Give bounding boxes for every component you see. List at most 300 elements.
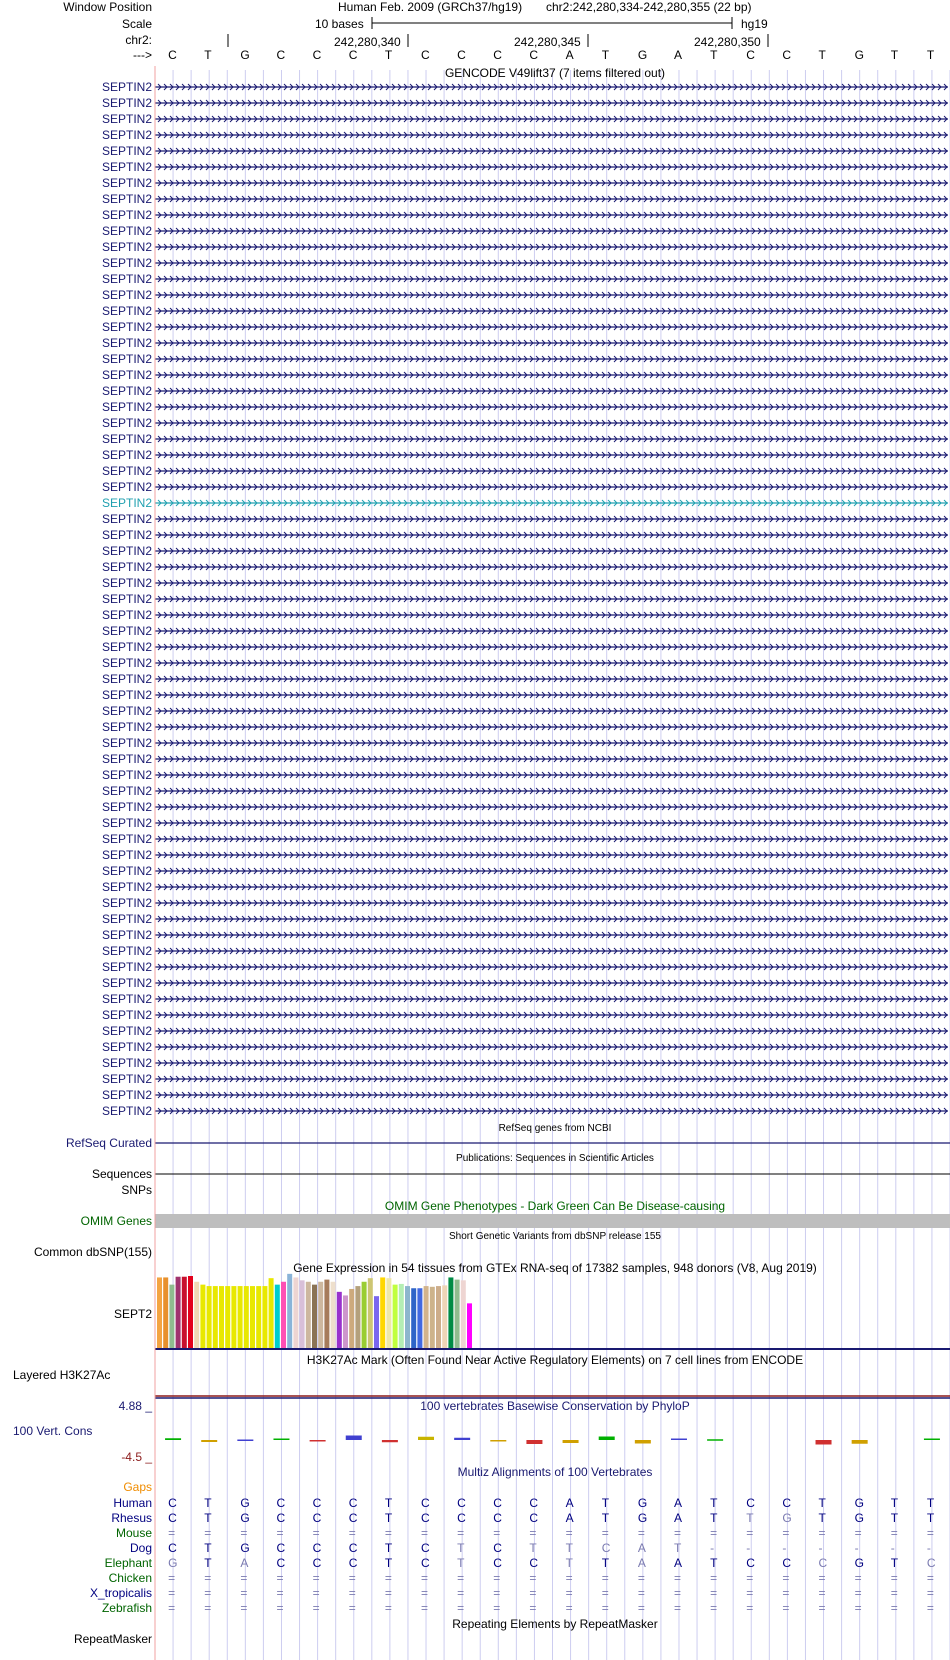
gtex-gene-label[interactable]: SEPT2 bbox=[113, 1307, 152, 1321]
gencode-transcript-label[interactable]: SEPTIN2 bbox=[101, 480, 152, 494]
phylop-base-mark bbox=[852, 1440, 868, 1444]
gtex-tissue-bar bbox=[312, 1285, 317, 1348]
multiz-species-label[interactable]: Human bbox=[113, 1496, 152, 1510]
multiz-base: C bbox=[276, 1511, 286, 1525]
multiz-base: T bbox=[601, 1556, 610, 1570]
gtex-tissue-bar bbox=[219, 1286, 224, 1348]
multiz-base: = bbox=[601, 1571, 609, 1585]
multiz-base: G bbox=[854, 1556, 864, 1570]
multiz-species-label[interactable]: Rhesus bbox=[111, 1511, 152, 1525]
gtex-tissue-bar bbox=[318, 1282, 323, 1348]
multiz-base: = bbox=[421, 1571, 429, 1585]
multiz-base: G bbox=[168, 1556, 178, 1570]
gencode-transcript-label[interactable]: SEPTIN2 bbox=[101, 944, 152, 958]
multiz-base: = bbox=[926, 1526, 934, 1540]
gencode-transcript-label[interactable]: SEPTIN2 bbox=[101, 880, 152, 894]
rmsk-track-title[interactable]: Repeating Elements by RepeatMasker bbox=[452, 1617, 658, 1631]
gencode-transcript-label[interactable]: SEPTIN2 bbox=[101, 800, 152, 814]
multiz-base: = bbox=[529, 1571, 537, 1585]
multiz-base: = bbox=[312, 1571, 320, 1585]
gencode-transcript-label[interactable]: SEPTIN2 bbox=[101, 80, 152, 94]
multiz-base: = bbox=[421, 1586, 429, 1600]
multiz-base: C bbox=[312, 1511, 322, 1525]
multiz-base: A bbox=[637, 1556, 646, 1570]
multiz-base: T bbox=[818, 1496, 826, 1510]
phylop-base-mark bbox=[490, 1440, 506, 1442]
gencode-transcript-label[interactable]: SEPTIN2 bbox=[101, 816, 152, 830]
gtex-tissue-bar bbox=[417, 1288, 422, 1348]
multiz-base: C bbox=[601, 1541, 611, 1555]
gencode-transcript-label[interactable]: SEPTIN2 bbox=[101, 464, 152, 478]
base-letter: T bbox=[204, 48, 212, 62]
phylop-base-mark bbox=[707, 1439, 723, 1441]
multiz-base: = bbox=[710, 1526, 718, 1540]
multiz-base: = bbox=[168, 1526, 176, 1540]
phylop-min-label: -4.5 _ bbox=[121, 1450, 152, 1464]
multiz-base: G bbox=[782, 1511, 792, 1525]
gencode-transcript-label[interactable]: SEPTIN2 bbox=[101, 336, 152, 350]
multiz-base: T bbox=[204, 1541, 212, 1555]
multiz-base: = bbox=[240, 1586, 248, 1600]
base-letter: C bbox=[493, 48, 502, 62]
h3k27ac-track-title[interactable]: H3K27Ac Mark (Often Found Near Active Regulatory Elements) on 7 cell lines from ENCODE bbox=[306, 1353, 804, 1367]
gaps-label: Gaps bbox=[123, 1480, 152, 1494]
multiz-base: = bbox=[637, 1601, 645, 1615]
gencode-transcript-label[interactable]: SEPTIN2 bbox=[101, 416, 152, 430]
gtex-tissue-bar bbox=[269, 1278, 274, 1348]
multiz-base: = bbox=[601, 1526, 609, 1540]
gtex-tissue-bar bbox=[405, 1286, 410, 1348]
multiz-base: T bbox=[204, 1496, 212, 1510]
h3k27ac-track-label[interactable]: Layered H3K27Ac bbox=[13, 1368, 111, 1382]
multiz-base: = bbox=[926, 1571, 934, 1585]
multiz-base: C bbox=[312, 1496, 322, 1510]
gtex-tissue-bar bbox=[225, 1286, 230, 1348]
multiz-base: = bbox=[710, 1586, 718, 1600]
gtex-tissue-bar bbox=[194, 1282, 199, 1348]
multiz-base: T bbox=[204, 1511, 212, 1525]
gencode-transcript-label[interactable]: SEPTIN2 bbox=[101, 1072, 152, 1086]
gencode-transcript-label[interactable]: SEPTIN2 bbox=[101, 704, 152, 718]
multiz-base: = bbox=[890, 1526, 898, 1540]
phylop-base-mark bbox=[563, 1440, 579, 1443]
tick-label: 242,280,350 bbox=[694, 35, 761, 49]
phylop-base-mark bbox=[671, 1439, 687, 1441]
base-letter: G bbox=[240, 48, 250, 62]
multiz-base: = bbox=[348, 1586, 356, 1600]
gencode-transcript-label[interactable]: SEPTIN2 bbox=[101, 352, 152, 366]
gtex-tissue-bar bbox=[207, 1286, 212, 1348]
gencode-transcript-label[interactable]: SEPTIN2 bbox=[101, 1008, 152, 1022]
multiz-base: = bbox=[926, 1586, 934, 1600]
multiz-base: T bbox=[565, 1556, 573, 1570]
gtex-tissue-bar bbox=[448, 1277, 453, 1348]
gtex-track-title[interactable]: Gene Expression in 54 tissues from GTEx RNA-seq of 17382 samples, 948 donors (V8, Aug 2019) bbox=[293, 1261, 817, 1275]
multiz-base: = bbox=[168, 1571, 176, 1585]
gencode-transcript-label[interactable]: SEPTIN2 bbox=[101, 1040, 152, 1054]
gencode-transcript-label[interactable]: SEPTIN2 bbox=[101, 784, 152, 798]
multiz-base: T bbox=[890, 1511, 899, 1525]
multiz-base: = bbox=[457, 1586, 465, 1600]
multiz-base: = bbox=[673, 1601, 681, 1615]
gencode-transcript-label[interactable]: SEPTIN2 bbox=[101, 1024, 152, 1038]
multiz-base: = bbox=[240, 1601, 248, 1615]
gencode-transcript-label[interactable]: SEPTIN2 bbox=[101, 96, 152, 110]
multiz-base: = bbox=[746, 1586, 754, 1600]
multiz-base: C bbox=[168, 1511, 177, 1525]
multiz-base: = bbox=[384, 1526, 392, 1540]
multiz-base: C bbox=[276, 1496, 286, 1510]
base-letter: C bbox=[746, 48, 755, 62]
multiz-base: = bbox=[854, 1526, 862, 1540]
multiz-base: T bbox=[529, 1541, 537, 1555]
gencode-transcript-label[interactable]: SEPTIN2 bbox=[101, 992, 152, 1006]
multiz-base: = bbox=[782, 1571, 790, 1585]
multiz-base: C bbox=[493, 1556, 502, 1570]
gencode-transcript-label[interactable]: SEPTIN2 bbox=[101, 720, 152, 734]
multiz-base: T bbox=[890, 1496, 899, 1510]
multiz-base: G bbox=[240, 1511, 250, 1525]
multiz-base: = bbox=[673, 1586, 681, 1600]
multiz-base: = bbox=[565, 1571, 573, 1585]
gtex-tissue-bar bbox=[399, 1284, 404, 1348]
gencode-transcript-label[interactable]: SEPTIN2 bbox=[101, 208, 152, 222]
multiz-base: C bbox=[168, 1496, 177, 1510]
multiz-base: T bbox=[384, 1556, 393, 1570]
multiz-base: C bbox=[312, 1541, 322, 1555]
gtex-tissue-bar bbox=[213, 1286, 218, 1348]
gencode-transcript-label[interactable]: SEPTIN2 bbox=[101, 560, 152, 574]
base-letter: C bbox=[276, 48, 286, 62]
position-range[interactable]: chr2:242,280,334-242,280,355 (22 bp) bbox=[546, 0, 752, 14]
multiz-base: C bbox=[348, 1511, 358, 1525]
pubs-track-title[interactable]: Publications: Sequences in Scientific Articles bbox=[456, 1153, 654, 1164]
multiz-base: G bbox=[854, 1511, 864, 1525]
multiz-base: = bbox=[782, 1601, 790, 1615]
gtex-tissue-bar bbox=[393, 1285, 398, 1348]
base-letter: C bbox=[421, 48, 430, 62]
multiz-base: = bbox=[312, 1526, 320, 1540]
gtex-tissue-bar bbox=[300, 1280, 305, 1348]
multiz-base: C bbox=[312, 1556, 322, 1570]
gtex-tissue-bar bbox=[176, 1277, 181, 1348]
multiz-base: C bbox=[782, 1556, 792, 1570]
base-letter: C bbox=[782, 48, 792, 62]
multiz-base: C bbox=[348, 1556, 358, 1570]
gtex-tissue-bar bbox=[169, 1285, 174, 1348]
multiz-base: G bbox=[240, 1541, 250, 1555]
db-name: hg19 bbox=[741, 17, 768, 31]
gencode-transcript-label[interactable]: SEPTIN2 bbox=[101, 736, 152, 750]
tick-label: 242,280,345 bbox=[514, 35, 581, 49]
multiz-base: = bbox=[673, 1526, 681, 1540]
multiz-base: T bbox=[890, 1556, 899, 1570]
multiz-base: = bbox=[746, 1571, 754, 1585]
scale-bases: 10 bases bbox=[315, 17, 364, 31]
multiz-base: G bbox=[637, 1496, 648, 1510]
gtex-tissue-bar bbox=[455, 1280, 460, 1348]
gtex-tissue-bar bbox=[293, 1277, 298, 1348]
gtex-tissue-bar bbox=[411, 1288, 416, 1348]
multiz-base: = bbox=[565, 1601, 573, 1615]
multiz-base: = bbox=[384, 1601, 392, 1615]
multiz-base: = bbox=[890, 1601, 898, 1615]
gencode-transcript-label[interactable]: SEPTIN2 bbox=[101, 224, 152, 238]
gencode-transcript-label[interactable]: SEPTIN2 bbox=[101, 176, 152, 190]
multiz-base: = bbox=[637, 1586, 645, 1600]
multiz-species-label[interactable]: Elephant bbox=[104, 1556, 152, 1570]
multiz-base: = bbox=[384, 1586, 392, 1600]
phylop-base-mark bbox=[382, 1440, 398, 1442]
multiz-base: T bbox=[384, 1541, 393, 1555]
gencode-transcript-label[interactable]: SEPTIN2 bbox=[101, 928, 152, 942]
omim-track-title[interactable]: OMIM Gene Phenotypes - Dark Green Can Be Disease-causing bbox=[384, 1199, 726, 1213]
scale-label: Scale bbox=[121, 17, 152, 31]
window-position-label: Window Position bbox=[63, 0, 152, 14]
multiz-base: C bbox=[746, 1496, 755, 1510]
gtex-tissue-bar bbox=[287, 1274, 292, 1348]
gencode-transcript-label[interactable]: SEPTIN2 bbox=[101, 864, 152, 878]
multiz-base: A bbox=[565, 1496, 574, 1510]
multiz-base: = bbox=[601, 1586, 609, 1600]
gencode-transcript-label[interactable]: SEPTIN2 bbox=[101, 288, 152, 302]
gencode-transcript-label[interactable]: SEPTIN2 bbox=[101, 544, 152, 558]
refseq-track-title[interactable]: RefSeq genes from NCBI bbox=[498, 1123, 612, 1134]
phylop-base-mark bbox=[635, 1440, 651, 1444]
rmsk-track-label[interactable]: RepeatMasker bbox=[73, 1632, 152, 1646]
multiz-base: = bbox=[240, 1526, 248, 1540]
gencode-transcript-label[interactable]: SEPTIN2 bbox=[101, 160, 152, 174]
base-letter: C bbox=[168, 48, 177, 62]
phylop-max-label: 4.88 _ bbox=[118, 1399, 152, 1413]
gtex-tissue-bar bbox=[343, 1295, 348, 1348]
gencode-transcript-label[interactable]: SEPTIN2 bbox=[101, 672, 152, 686]
multiz-base: C bbox=[529, 1556, 539, 1570]
multiz-base: - bbox=[926, 1541, 931, 1555]
gencode-transcript-label[interactable]: SEPTIN2 bbox=[101, 400, 152, 414]
multiz-base: C bbox=[421, 1556, 430, 1570]
multiz-base: = bbox=[348, 1526, 356, 1540]
gtex-tissue-bar bbox=[157, 1277, 162, 1348]
multiz-base: C bbox=[457, 1496, 466, 1510]
gtex-tissue-bar bbox=[442, 1285, 447, 1348]
gencode-transcript-label[interactable]: SEPTIN2 bbox=[101, 688, 152, 702]
multiz-base: = bbox=[457, 1571, 465, 1585]
phylop-track-title[interactable]: 100 vertebrates Basewise Conservation by PhyloP bbox=[420, 1399, 690, 1413]
base-letter: C bbox=[312, 48, 322, 62]
gtex-tissue-bar bbox=[349, 1289, 354, 1348]
multiz-base: = bbox=[493, 1526, 501, 1540]
gencode-transcript-label[interactable]: SEPTIN2 bbox=[101, 1088, 152, 1102]
gencode-transcript-label[interactable]: SEPTIN2 bbox=[101, 960, 152, 974]
multiz-base: C bbox=[782, 1496, 792, 1510]
gencode-transcript-label[interactable]: SEPTIN2 bbox=[101, 896, 152, 910]
base-letter: C bbox=[529, 48, 539, 62]
multiz-base: A bbox=[673, 1496, 682, 1510]
gencode-transcript-label[interactable]: SEPTIN2 bbox=[101, 192, 152, 206]
multiz-base: T bbox=[710, 1496, 718, 1510]
gencode-transcript-label[interactable]: SEPTIN2 bbox=[101, 608, 152, 622]
dbsnp-track-label[interactable]: Common dbSNP(155) bbox=[33, 1245, 152, 1259]
multiz-base: = bbox=[276, 1601, 284, 1615]
gencode-transcript-label[interactable]: SEPTIN2 bbox=[101, 848, 152, 862]
multiz-base: = bbox=[710, 1601, 718, 1615]
multiz-base: = bbox=[565, 1526, 573, 1540]
multiz-base: C bbox=[276, 1541, 286, 1555]
phylop-base-mark bbox=[310, 1440, 326, 1442]
gtex-tissue-bar bbox=[275, 1285, 280, 1348]
multiz-base: = bbox=[782, 1526, 790, 1540]
multiz-base: T bbox=[926, 1496, 935, 1510]
gencode-transcript-label[interactable]: SEPTIN2 bbox=[101, 432, 152, 446]
multiz-species-label[interactable]: Mouse bbox=[115, 1526, 152, 1540]
gencode-transcript-label[interactable]: SEPTIN2 bbox=[101, 304, 152, 318]
multiz-species-label[interactable]: Chicken bbox=[108, 1571, 152, 1585]
phylop-base-mark bbox=[165, 1438, 181, 1440]
gencode-transcript-label[interactable]: SEPTIN2 bbox=[101, 320, 152, 334]
phylop-base-mark bbox=[418, 1437, 434, 1440]
multiz-base: = bbox=[168, 1601, 176, 1615]
gtex-tissue-bar bbox=[424, 1286, 429, 1348]
gtex-tissue-bar bbox=[250, 1286, 255, 1348]
phylop-base-mark bbox=[454, 1438, 470, 1440]
multiz-base: G bbox=[854, 1496, 864, 1510]
gencode-transcript-label[interactable]: SEPTIN2 bbox=[101, 576, 152, 590]
gencode-transcript-label[interactable]: SEPTIN2 bbox=[101, 624, 152, 638]
multiz-base: = bbox=[565, 1586, 573, 1600]
phylop-track-label[interactable]: 100 Vert. Cons bbox=[13, 1424, 93, 1438]
multiz-base: = bbox=[276, 1526, 284, 1540]
multiz-base: = bbox=[890, 1586, 898, 1600]
gencode-transcript-label[interactable]: SEPTIN2 bbox=[101, 1056, 152, 1070]
gencode-transcript-label[interactable]: SEPTIN2 bbox=[101, 1104, 152, 1118]
multiz-base: C bbox=[746, 1556, 755, 1570]
multiz-base: - bbox=[710, 1541, 715, 1555]
gencode-transcript-label[interactable]: SEPTIN2 bbox=[101, 496, 152, 510]
multiz-base: G bbox=[240, 1496, 250, 1510]
gencode-transcript-label[interactable]: SEPTIN2 bbox=[101, 112, 152, 126]
gencode-transcript-label[interactable]: SEPTIN2 bbox=[101, 752, 152, 766]
gtex-tissue-bar bbox=[182, 1277, 187, 1348]
gtex-tissue-bar bbox=[436, 1286, 441, 1348]
gencode-transcript-label[interactable]: SEPTIN2 bbox=[101, 768, 152, 782]
multiz-base: = bbox=[421, 1601, 429, 1615]
multiz-base: = bbox=[601, 1601, 609, 1615]
gencode-transcript-label[interactable]: SEPTIN2 bbox=[101, 528, 152, 542]
gencode-transcript-label[interactable]: SEPTIN2 bbox=[101, 592, 152, 606]
gtex-tissue-bar bbox=[324, 1280, 329, 1348]
multiz-base: T bbox=[926, 1511, 935, 1525]
refseq-track-label[interactable]: RefSeq Curated bbox=[65, 1136, 152, 1150]
pubs-track-label[interactable]: Sequences bbox=[91, 1167, 152, 1181]
phylop-base-mark bbox=[273, 1439, 289, 1441]
multiz-base: C bbox=[529, 1511, 539, 1525]
gtex-tissue-bar bbox=[386, 1278, 391, 1348]
gencode-transcript-label[interactable]: SEPTIN2 bbox=[101, 272, 152, 286]
gencode-transcript-label[interactable]: SEPTIN2 bbox=[101, 128, 152, 142]
multiz-base: C bbox=[818, 1556, 828, 1570]
multiz-base: = bbox=[457, 1601, 465, 1615]
phylop-base-mark bbox=[201, 1440, 217, 1442]
multiz-base: = bbox=[926, 1601, 934, 1615]
multiz-species-label[interactable]: Zebrafish bbox=[101, 1601, 152, 1615]
multiz-species-label[interactable]: Dog bbox=[129, 1541, 152, 1555]
phylop-base-mark bbox=[526, 1440, 542, 1444]
gencode-transcript-label[interactable]: SEPTIN2 bbox=[101, 640, 152, 654]
base-letter: T bbox=[818, 48, 826, 62]
multiz-base: T bbox=[457, 1541, 465, 1555]
gencode-transcript-label[interactable]: SEPTIN2 bbox=[101, 256, 152, 270]
gtex-tissue-bar bbox=[306, 1282, 311, 1348]
phylop-base-mark bbox=[816, 1440, 832, 1445]
multiz-base: T bbox=[565, 1541, 573, 1555]
multiz-base: C bbox=[493, 1541, 502, 1555]
tick-label: 242,280,340 bbox=[334, 35, 401, 49]
gencode-transcript-label[interactable]: SEPTIN2 bbox=[101, 976, 152, 990]
multiz-base: = bbox=[782, 1586, 790, 1600]
multiz-base: = bbox=[348, 1601, 356, 1615]
multiz-base: = bbox=[818, 1601, 826, 1615]
multiz-base: = bbox=[854, 1571, 862, 1585]
gtex-tissue-bar bbox=[380, 1277, 385, 1348]
multiz-base: C bbox=[493, 1511, 502, 1525]
gencode-transcript-label[interactable]: SEPTIN2 bbox=[101, 512, 152, 526]
multiz-base: C bbox=[421, 1541, 430, 1555]
strand-label: ---> bbox=[133, 48, 152, 62]
gencode-transcript-label[interactable]: SEPTIN2 bbox=[101, 144, 152, 158]
multiz-base: = bbox=[240, 1571, 248, 1585]
gtex-tissue-bar bbox=[467, 1303, 472, 1348]
multiz-base: = bbox=[854, 1586, 862, 1600]
multiz-base: C bbox=[276, 1556, 286, 1570]
multiz-base: T bbox=[601, 1496, 610, 1510]
multiz-base: = bbox=[493, 1601, 501, 1615]
chrom-label: chr2: bbox=[125, 33, 152, 47]
gtex-tissue-bar bbox=[163, 1277, 168, 1348]
base-letter: A bbox=[673, 48, 682, 62]
dbsnp-track-title[interactable]: Short Genetic Variants from dbSNP release 155 bbox=[449, 1231, 661, 1242]
gencode-transcript-label[interactable]: SEPTIN2 bbox=[101, 448, 152, 462]
multiz-base: - bbox=[818, 1541, 823, 1555]
multiz-base: A bbox=[637, 1541, 646, 1555]
gencode-transcript-label[interactable]: SEPTIN2 bbox=[101, 240, 152, 254]
multiz-base: = bbox=[384, 1571, 392, 1585]
gencode-track-title[interactable]: GENCODE V49lift37 (7 items filtered out) bbox=[444, 66, 666, 80]
multiz-base: C bbox=[421, 1511, 430, 1525]
omim-track-label[interactable]: OMIM Genes bbox=[80, 1214, 152, 1228]
multiz-species-label[interactable]: X_tropicalis bbox=[89, 1586, 152, 1600]
multiz-base: T bbox=[601, 1511, 610, 1525]
base-letter: G bbox=[854, 48, 864, 62]
gencode-transcript-label[interactable]: SEPTIN2 bbox=[101, 368, 152, 382]
gencode-transcript-label[interactable]: SEPTIN2 bbox=[101, 656, 152, 670]
multiz-base: C bbox=[348, 1496, 358, 1510]
multiz-base: = bbox=[854, 1601, 862, 1615]
gencode-transcript-label[interactable]: SEPTIN2 bbox=[101, 832, 152, 846]
pubs-snps-label[interactable]: SNPs bbox=[121, 1183, 152, 1197]
gencode-transcript-label[interactable]: SEPTIN2 bbox=[101, 912, 152, 926]
phylop-base-mark bbox=[599, 1437, 615, 1441]
multiz-base: = bbox=[529, 1526, 537, 1540]
base-letter: A bbox=[565, 48, 574, 62]
gtex-tissue-bar bbox=[188, 1276, 193, 1348]
multiz-base: A bbox=[240, 1556, 249, 1570]
gtex-tissue-bar bbox=[244, 1286, 249, 1348]
gencode-transcript-label[interactable]: SEPTIN2 bbox=[101, 384, 152, 398]
multiz-base: = bbox=[168, 1586, 176, 1600]
multiz-track-title[interactable]: Multiz Alignments of 100 Vertebrates bbox=[457, 1465, 653, 1479]
gtex-tissue-bar bbox=[262, 1286, 267, 1348]
